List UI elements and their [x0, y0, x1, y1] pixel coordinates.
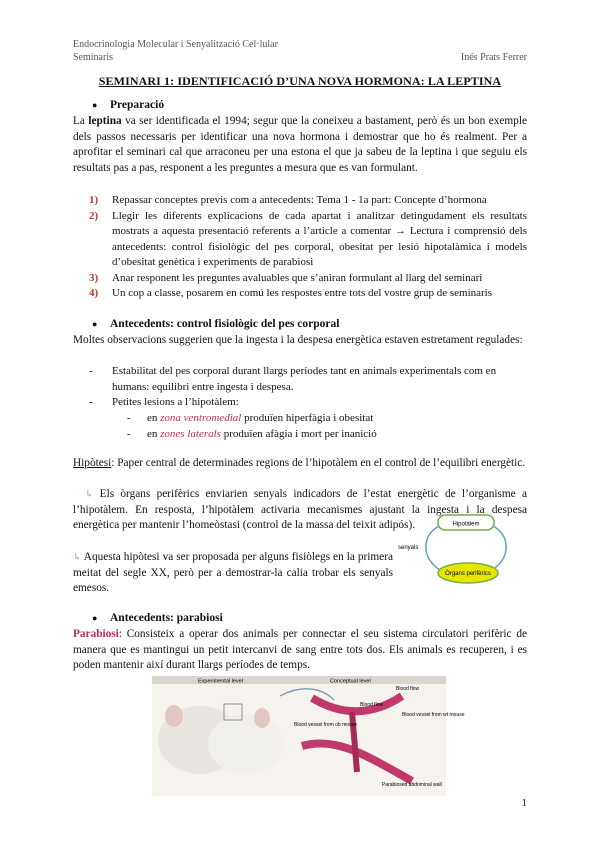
list-item: 4) Un cop a classe, posarem en comú les respostes entre tots del vostre grup de seminaris: [89, 287, 493, 299]
svg-text:Experimental level: Experimental level: [198, 678, 243, 685]
section-heading-preparacio: ● Preparació: [92, 99, 165, 111]
svg-text:Blood vessel from wt mouse: Blood vessel from wt mouse: [402, 712, 465, 718]
list-item: - en zona ventromedial produïen hiperfàgia i obesitat: [127, 412, 374, 424]
list-item: - Estabilitat del pes corporal durant llargs períodes tant en animals experimentals com en humans: equilibri entre ingesta i despesa.: [89, 365, 497, 393]
parabiosi-paragraph: Parabiosi: Consisteix a operar dos animals per connectar el seu sistema circulatori perifèric de manera que es mantingui un petit intercanvi de sang entre tots dos. Els animals es recuperen, i es poden mantenir així durant llargs períodes de temps.: [73, 628, 527, 671]
hypothesis-paragraph: Hipòtesi: Paper central de determinades regions de l’hipotàlem en el control de l’equilibri energètic.: [73, 457, 526, 469]
preparation-steps: [89, 193, 527, 302]
list-item: - en zones laterals produïen afàgia i mort per inanició: [127, 427, 377, 440]
hypothesis-point-1: ↳ Els òrgans perifèrics enviarien senyals indicadors de l’estat energètic de l’organisme a l’hipotàlem. En resposta, l’hipotàlem activaria mecanismes ajustant la ingesta i la despesa energètica per mantenir l’homeòstasi (control de la massa del teixit adipós).: [73, 488, 527, 531]
mouse-right: [208, 714, 284, 774]
arrow-icon: ↳: [85, 489, 94, 500]
parabiosis-figure: [152, 676, 465, 796]
hypothesis-point-2: ↳ Aquesta hipòtesi va ser proposada per alguns fisiòlegs en la primera meitat del segle XX, però per a demostrar-la calia trobar els senyals emesos.: [73, 551, 394, 594]
header-section: Seminaris: [73, 52, 113, 63]
svg-text:Òrgans perifèrics: Òrgans perifèrics: [445, 571, 491, 577]
svg-text:senyals: senyals: [398, 545, 419, 551]
intro-paragraph: La leptina va ser identificada el 1994; segur que la coneixeu a bastament, però és un bon exemple dels passos necessaris per identificar una nova hormona i demostrar que ho és realment. Per a aprofitar el seminari cal que arraconeu per una estona el que ja sabeu de la leptina i que seguiu els resultats pas a pas, responent a les preguntes a mesura que es van formulant.: [73, 115, 527, 174]
list-item: 3) Anar responent les preguntes avaluables que s’aniran formulant al llarg del seminari: [89, 271, 483, 284]
svg-text:Hipotàlem: Hipotàlem: [452, 521, 480, 528]
svg-text:Parabiosed abdominal wall: Parabiosed abdominal wall: [382, 782, 442, 788]
page-title: SEMINARI 1: IDENTIFICACIÓ D’UNA NOVA HORMONA: LA LEPTINA: [98, 74, 502, 88]
list-item: 2) Llegir les diferents explicacions de cada apartat i analitzar detingudament els resultats mostrats a aquesta presentació referents a l’article a comentar → Lectura i comprensió dels antecedents: control fisiològic del pes corporal, obesitat per lesió hipotalàmica i models d’obesitat genètica i experiments de parabiosi: [89, 209, 527, 268]
svg-text:Conceptual level: Conceptual level: [330, 678, 371, 685]
list-item: 1) Repassar conceptes previs com a antecedents: Tema 1 - 1a part: Concepte d’hormona: [89, 194, 487, 206]
antecedents-bullets: [89, 364, 527, 411]
svg-text:Blood flow: Blood flow: [360, 702, 384, 708]
section-heading-parabiosi: ● Antecedents: parabiosi: [92, 612, 223, 624]
page-number: 1: [521, 797, 527, 809]
arrow-icon: ↳: [73, 552, 82, 563]
hypothalamus-diagram: [396, 511, 531, 586]
svg-text:Blood flow: Blood flow: [396, 686, 420, 692]
header-course: Endocrinologia Molecular i Senyalització Cel·lular: [73, 39, 278, 50]
list-item: - Petites lesions a l’hipotàlem:: [89, 396, 239, 408]
header-author: Inés Prats Ferrer: [460, 52, 527, 63]
antecedents-subbullets: [89, 411, 527, 442]
antecedents-intro: Moltes observacions suggerien que la ingesta i la despesa energètica estaven estretament regulades:: [73, 334, 523, 346]
bullet-icon: ●: [92, 613, 98, 623]
svg-text:Blood vessel from ob mouse: Blood vessel from ob mouse: [294, 722, 358, 728]
bullet-icon: ●: [92, 100, 98, 110]
parabiosis-illustration: [152, 676, 465, 796]
section-heading-antecedents-pes: ● Antecedents: control fisiològic del pes corporal: [92, 318, 340, 330]
bullet-icon: ●: [92, 319, 98, 329]
